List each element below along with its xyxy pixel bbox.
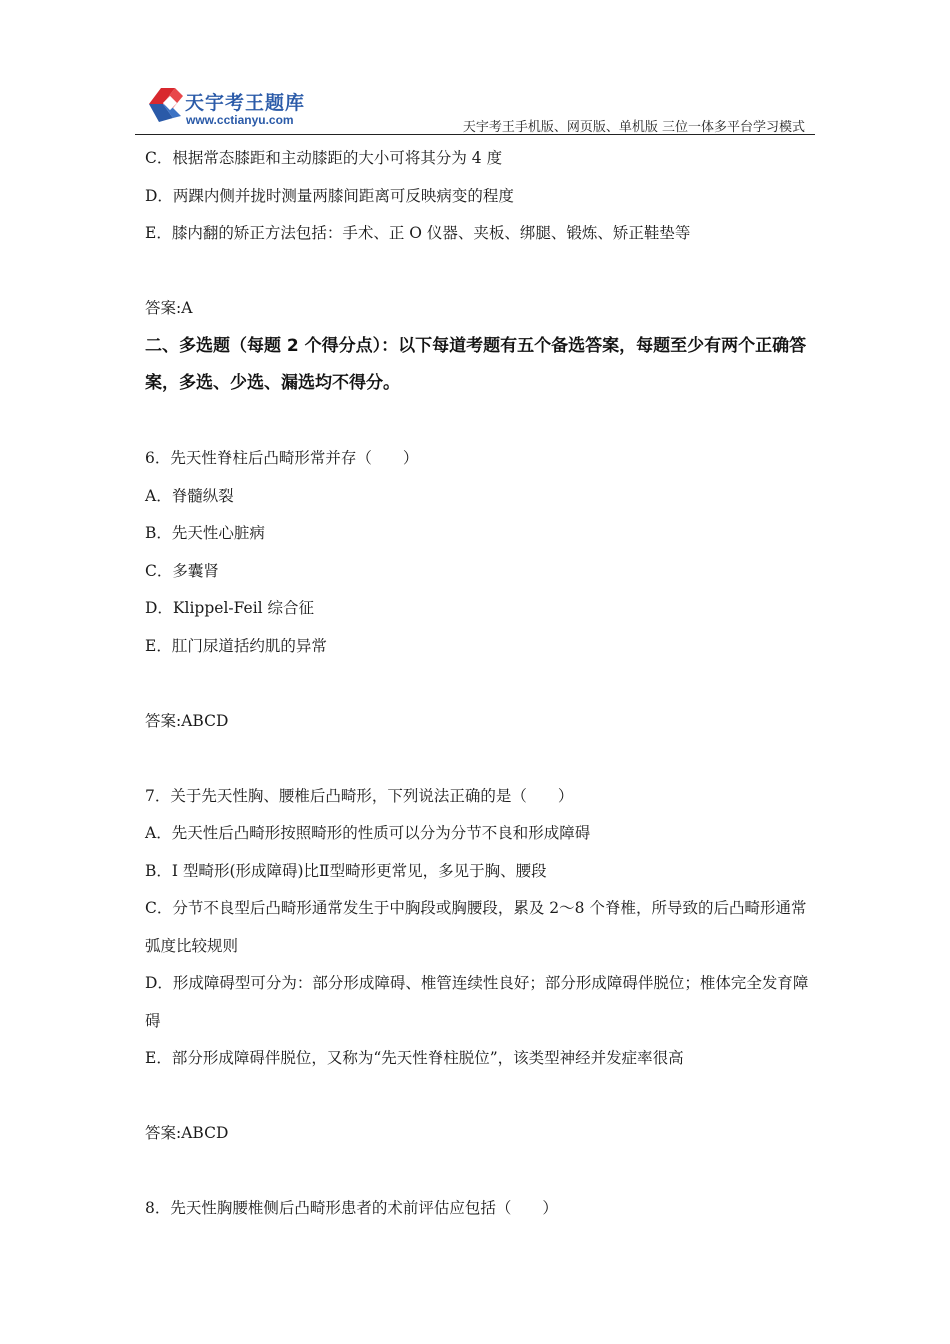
q7-option-b: B．Ⅰ 型畸形(形成障碍)比Ⅱ型畸形更常见，多见于胸、腰段 (145, 861, 547, 880)
spacer (145, 665, 813, 703)
prev-option-d: D．两踝内侧并拢时测量两膝间距离可反映病变的程度 (145, 186, 514, 205)
logo-url: www.cctianyu.com (186, 113, 294, 127)
spacer (145, 1153, 813, 1191)
q7-option-d: D．形成障碍型可分为：部分形成障碍、椎管连续性良好；部分形成障碍伴脱位；椎体完全发育障碍 (145, 974, 809, 1030)
q6-option-e: E．肛门尿道括约肌的异常 (145, 636, 327, 655)
logo-title: 天宇考王题库 (185, 92, 306, 114)
q6-answer: 答案:ABCD (145, 711, 229, 730)
document-body (145, 140, 813, 1228)
q7-stem: 7．关于先天性胸、腰椎后凸畸形，下列说法正确的是（ ） (145, 786, 574, 805)
spacer (145, 403, 813, 441)
spacer (145, 740, 813, 778)
spacer (145, 1078, 813, 1116)
prev-option-c: C．根据常态膝距和主动膝距的大小可将其分为 4 度 (145, 149, 503, 167)
q7-option-a: A．先天性后凸畸形按照畸形的性质可以分为分节不良和形成障碍 (145, 824, 591, 842)
section-heading: 二、多选题（每题 2 个得分点）：以下每道考题有五个备选答案，每题至少有两个正确答案，多选、少选、漏选均不得分。 (145, 335, 807, 393)
q6-stem: 6．先天性脊柱后凸畸形常并存（ ） (145, 449, 419, 467)
prev-option-e: E．膝内翻的矫正方法包括：手术、正 O 仪器、夹板、绑腿、锻炼、矫正鞋垫等 (145, 224, 691, 242)
q7-answer: 答案:ABCD (145, 1124, 229, 1142)
q6-option-a: A．脊髓纵裂 (145, 486, 234, 505)
q6-option-d: D．Klippel-Feil 综合征 (145, 599, 315, 617)
q6-option-b: B．先天性心脏病 (145, 524, 265, 542)
header-tagline: 天宇考王手机版、网页版、单机版 三位一体多平台学习模式 (462, 120, 805, 135)
spacer (145, 253, 813, 291)
q7-option-e: E．部分形成障碍伴脱位，又称为“先天性脊柱脱位”，该类型神经并发症率很高 (145, 1049, 684, 1067)
q7-option-c: C．分节不良型后凸畸形通常发生于中胸段或胸腰段，累及 2～8 个脊椎，所导致的后凸畸形通常弧度比较规则 (145, 899, 807, 955)
q8-stem: 8．先天性胸腰椎侧后凸畸形患者的术前评估应包括（ ） (145, 1199, 558, 1217)
q6-option-c: C．多囊肾 (145, 561, 219, 580)
prev-answer: 答案:A (145, 299, 193, 317)
page-header (135, 78, 815, 135)
